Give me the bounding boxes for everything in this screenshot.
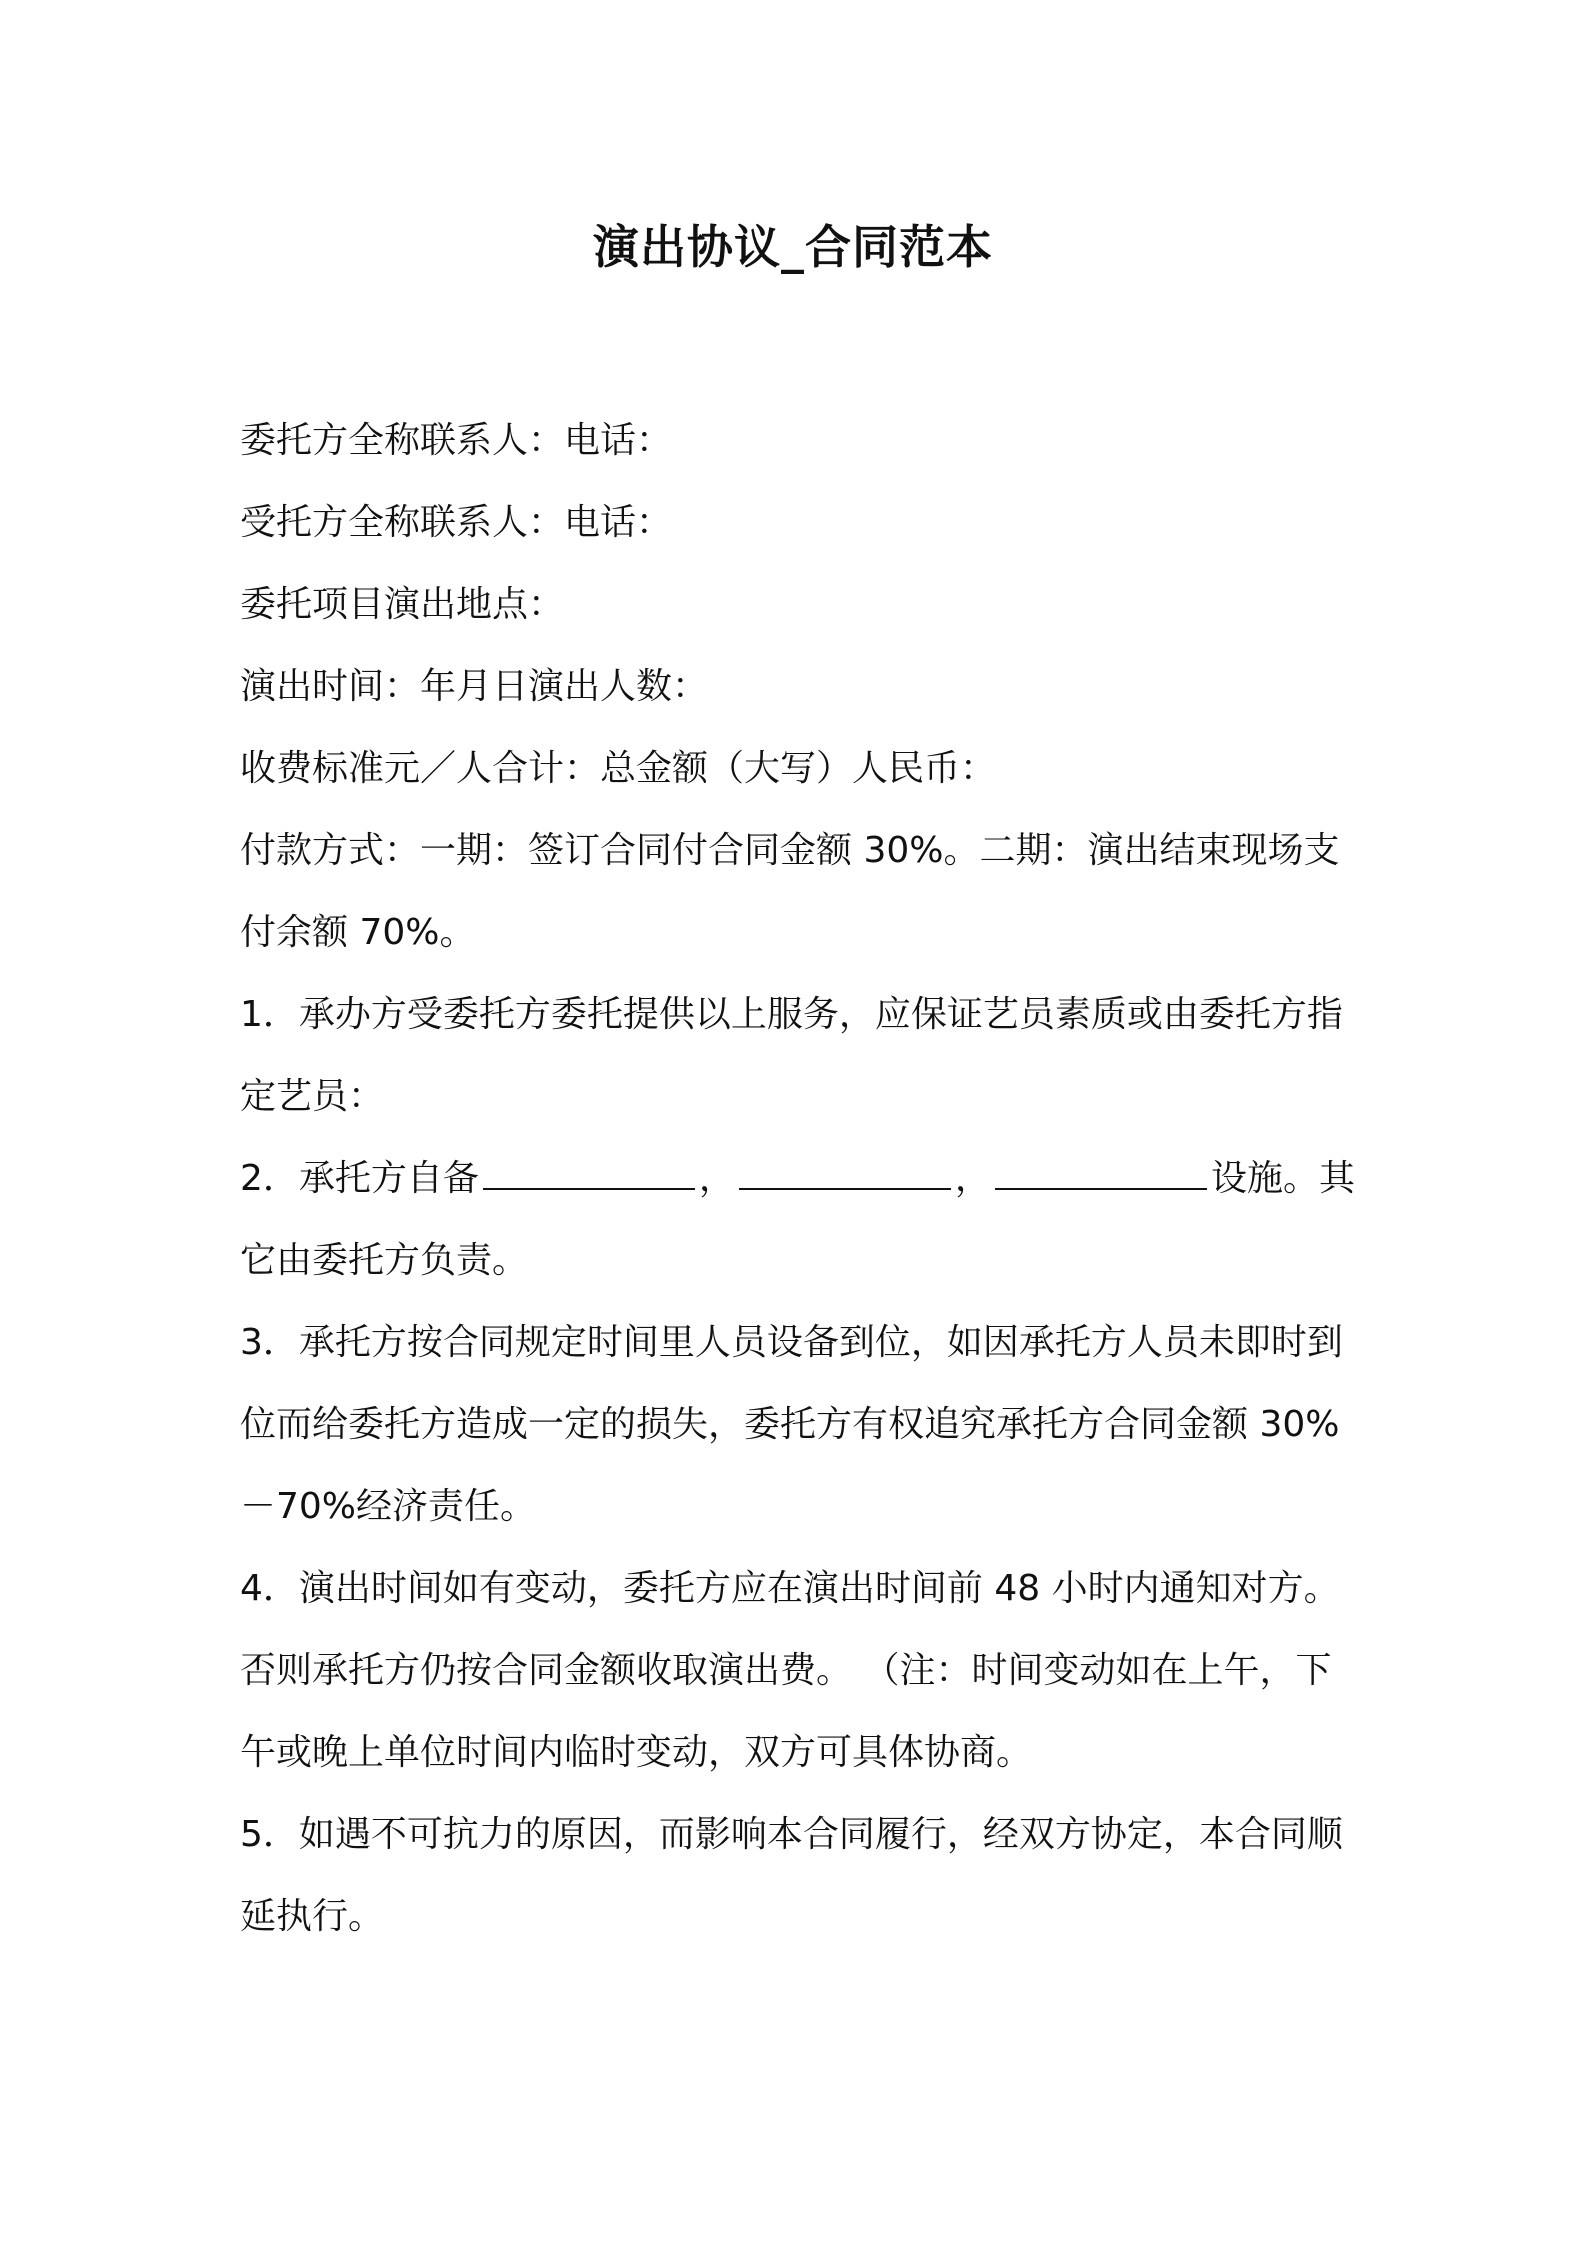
blank-field-3[interactable] — [995, 1152, 1207, 1190]
fee-line: 收费标准元／人合计：总金额（大写）人民币： — [240, 748, 997, 789]
clause-2-sep-1: ， — [698, 1158, 735, 1199]
payment-line: 付款方式：一期：签订合同付合同金额 30%。二期：演出结束现场支付余额 70%。 — [240, 830, 1340, 953]
venue-line: 委托项目演出地点： — [240, 584, 565, 625]
clause-2-prefix: 2．承托方自备 — [240, 1158, 479, 1199]
blank-field-2[interactable] — [739, 1152, 951, 1190]
document-body — [240, 400, 1360, 1958]
clause-4: 4．演出时间如有变动，委托方应在演出时间前 48 小时内通知对方。否则承托方仍按合同金额收取演出费。 （注：时间变动如在上午，下午或晚上单位时间内临时变动，双方可具体协商。 — [240, 1568, 1340, 1773]
clause-2-suffix: 设施。其它由委托方负责。 — [240, 1158, 1355, 1281]
blank-field-1[interactable] — [483, 1152, 695, 1190]
clause-3: 3．承托方按合同规定时间里人员设备到位，如因承托方人员未即时到位而给委托方造成一定的损失，委托方有权追究承托方合同金额 30%－70%经济责任。 — [240, 1322, 1343, 1527]
clause-2-sep-2: ， — [954, 1158, 991, 1199]
client-info-line: 委托方全称联系人：电话： — [240, 420, 673, 461]
clause-5: 5．如遇不可抗力的原因，而影响本合同履行，经双方协定，本合同顺延执行。 — [240, 1814, 1343, 1937]
document-title: 演出协议_合同范本 — [593, 220, 993, 274]
clause-1: 1．承办方受委托方委托提供以上服务，应保证艺员素质或由委托方指定艺员： — [240, 994, 1343, 1117]
clause-2 — [240, 1138, 1360, 1302]
contractor-info-line: 受托方全称联系人：电话： — [240, 502, 673, 543]
time-line: 演出时间：年月日演出人数： — [240, 666, 709, 707]
